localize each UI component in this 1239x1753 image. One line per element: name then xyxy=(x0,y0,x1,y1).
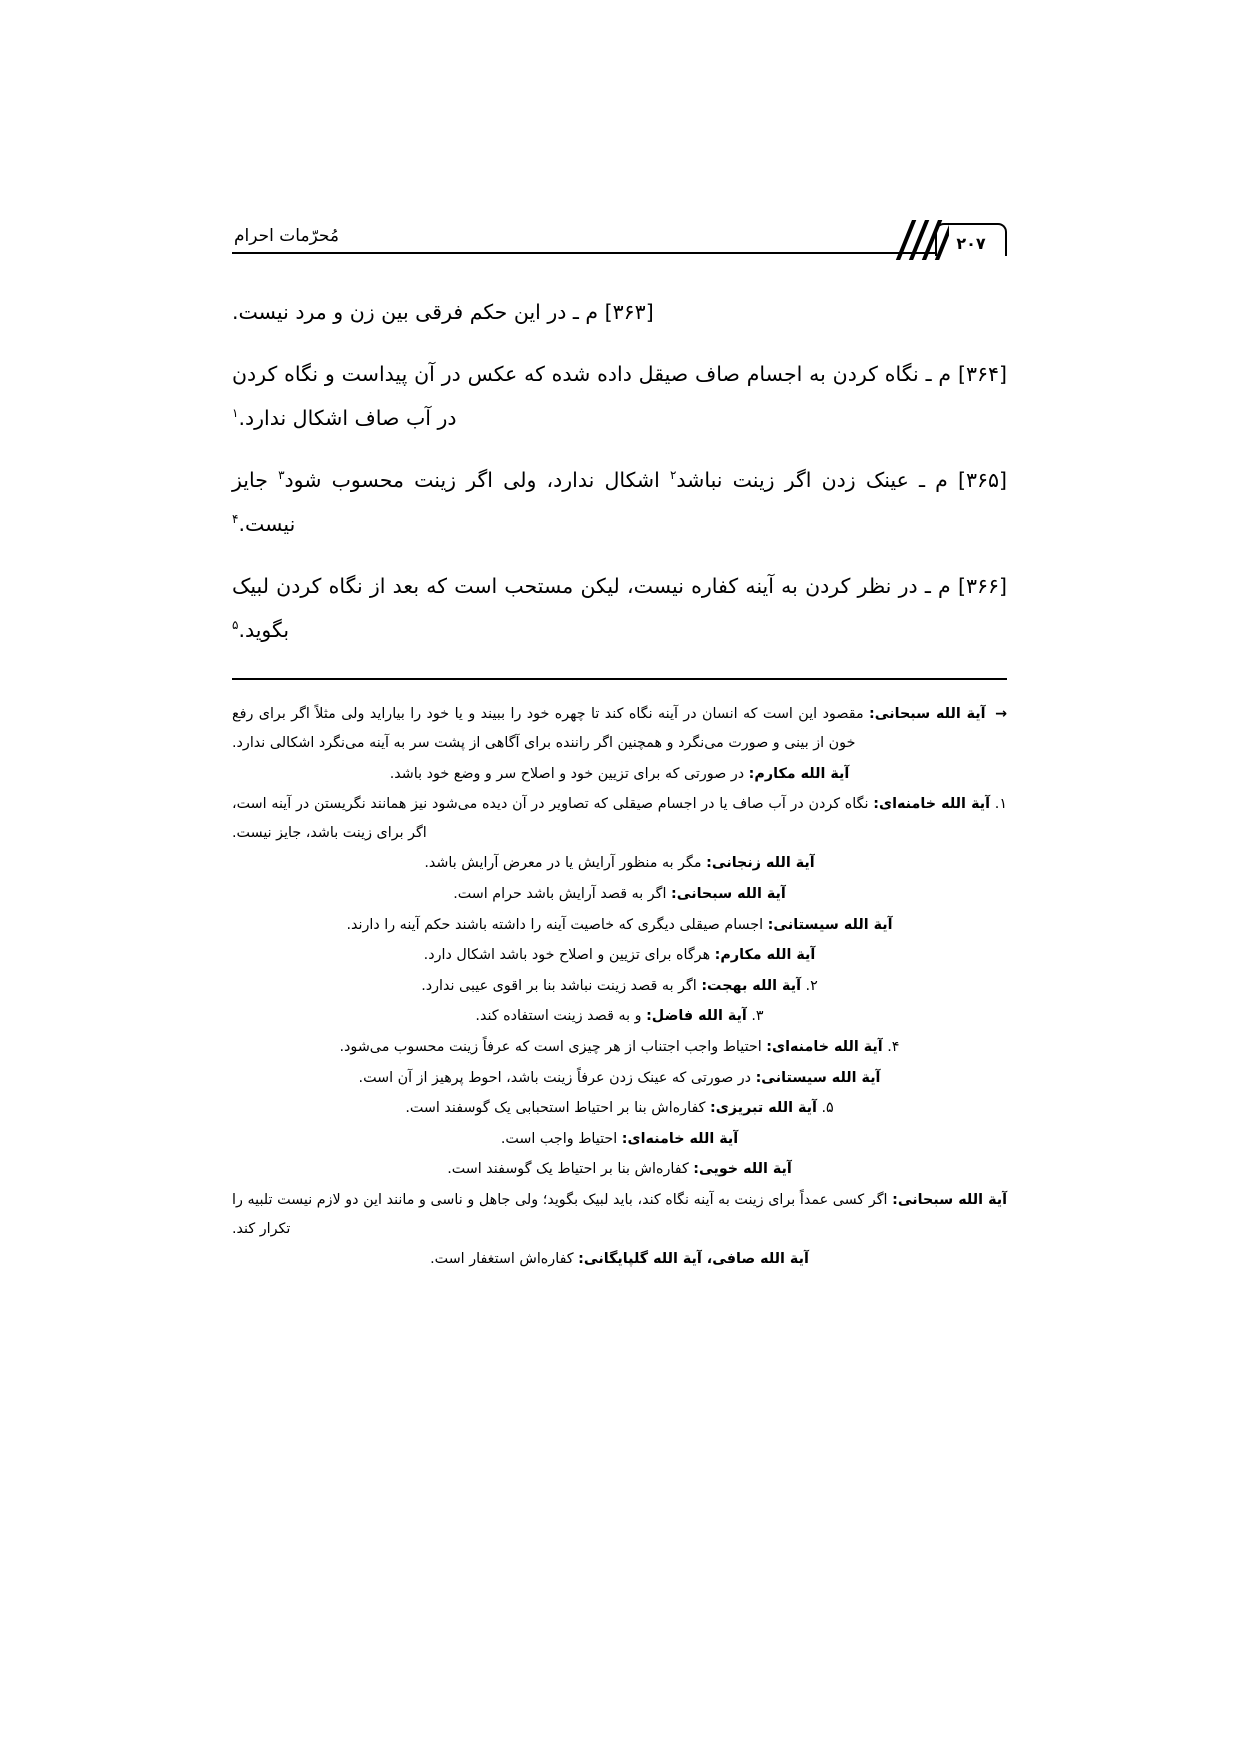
footnote-text: و به قصد زینت استفاده کند. xyxy=(475,1008,642,1025)
footnote-entry xyxy=(232,760,1007,789)
footnote-source: آیة الله مکارم: xyxy=(748,765,850,782)
footnote-entry xyxy=(232,849,1007,878)
body-block xyxy=(232,290,1007,652)
footnote-text: مقصود این است که انسان در آینه نگاه کند تا چهره خود را ببیند و یا خود را بیاراید ولی مثلاً اگر برای رفع خون از بینی و صورت می‌نگرد و همچنین اگر راننده برای آگاهی از پشت سر به آینه می‌نگرد اشکالی ندارد. xyxy=(232,706,864,752)
footnote-entry xyxy=(232,1125,1007,1154)
masalah-366 xyxy=(232,564,1007,652)
footnote-entry xyxy=(232,941,1007,970)
footnote-entry xyxy=(232,1186,1007,1243)
continuation-arrow-icon: → xyxy=(995,706,1007,723)
masalah-364 xyxy=(232,352,1007,440)
footnote-ref-1: ۱ xyxy=(232,406,239,421)
footnote-text: اگر کسی عمداً برای زینت به آینه نگاه کند، باید لبیک بگوید؛ ولی جاهل و ناسی و مانند این دو لازم نیست تلبیه را تکرار کند. xyxy=(232,1191,888,1237)
running-header xyxy=(232,210,1007,262)
masalah-363: [۳۶۳] م ـ در این حکم فرقی بین زن و مرد نیست. xyxy=(232,300,654,324)
footnote-ref-3: ۳ xyxy=(278,468,285,483)
footnote-entry xyxy=(232,790,1007,847)
footnote-entry xyxy=(232,700,1007,757)
footnote-source: آیة الله صافی، آیة الله گلپایگانی: xyxy=(578,1251,809,1268)
masalah-365-text-a: [۳۶۵] م ـ عینک زدن اگر زینت نباشد xyxy=(676,468,1008,493)
footnote-text: مگر به منظور آرایش یا در معرض آرایش باشد. xyxy=(424,855,702,872)
running-title: مُحرّمات احرام xyxy=(234,226,340,246)
footnote-marker: ۵. xyxy=(821,1100,834,1117)
footnote-entry xyxy=(232,1033,1007,1062)
footnote-source: آیة الله بهجت: xyxy=(701,977,801,994)
footnote-source: آیة الله مکارم: xyxy=(714,947,816,964)
footnote-source: آیة الله زنجانی: xyxy=(706,855,815,872)
masalah-366-text: [۳۶۶] م ـ در نظر کردن به آینه کفاره نیست، لیکن مستحب است که بعد از نگاه کردن لبیک بگوید. xyxy=(232,574,1007,643)
footnote-marker: ۲. xyxy=(805,977,818,994)
footnote-source: آیة الله خامنه‌ای: xyxy=(873,796,991,813)
footnote-source: آیة الله خامنه‌ای: xyxy=(621,1130,739,1147)
footnote-text: کفاره‌اش بنا بر احتیاط استحبابی یک گوسفند است. xyxy=(405,1100,706,1117)
footnote-text: احتیاط واجب است. xyxy=(500,1130,618,1147)
footnote-entry xyxy=(232,880,1007,909)
footnote-source: آیة الله فاضل: xyxy=(646,1008,747,1025)
footnote-text: کفاره‌اش بنا بر احتیاط یک گوسفند است. xyxy=(447,1161,689,1178)
footnote-marker: ۱. xyxy=(994,796,1008,813)
footnote-text: کفاره‌اش استغفار است. xyxy=(430,1251,574,1268)
footnote-marker: ۴. xyxy=(887,1038,900,1055)
footnote-text: اگر به قصد آرایش باشد حرام است. xyxy=(453,886,667,902)
footnote-ref-2: ۲ xyxy=(669,468,677,483)
footnote-entry xyxy=(232,911,1007,940)
footnote-entry xyxy=(232,1064,1007,1093)
folio-group xyxy=(891,218,1007,262)
footnote-entry xyxy=(232,1002,1007,1031)
footnote-source: آیة الله خامنه‌ای: xyxy=(766,1038,883,1055)
footnote-text: در صورتی که برای تزیین خود و اصلاح سر و وضع خود باشد. xyxy=(389,765,745,782)
footnote-entry xyxy=(232,1094,1007,1123)
masalah-365-text-b: اشکال ندارد، ولی اگر زینت محسوب شود xyxy=(284,468,670,493)
footnote-text: در صورتی که عینک زدن عرفاً زینت باشد، احوط پرهیز از آن است. xyxy=(358,1069,752,1086)
footnote-source: آیة الله سیستانی: xyxy=(755,1069,881,1086)
footnote-text: اگر به قصد زینت نباشد بنا بر اقوی عیبی ندارد. xyxy=(421,977,697,994)
masalah-365-text-c: جایز نیست. xyxy=(232,468,296,537)
footnote-source: آیة الله سیستانی: xyxy=(767,916,893,933)
footnote-separator xyxy=(232,678,1007,680)
page-content xyxy=(232,210,1007,1276)
page-number: ۲۰۷ xyxy=(956,234,986,253)
footnote-source: آیة الله سبحانی: xyxy=(892,1191,1008,1208)
footnote-source: آیة الله سبحانی: xyxy=(869,706,986,723)
footnote-entry xyxy=(232,1155,1007,1184)
footnote-marker: ۳. xyxy=(751,1008,764,1025)
masalah-364-text: [۳۶۴] م ـ نگاه کردن به اجسام صاف صیقل داده شده که عکس در آن پیداست و نگاه کردن در آب صاف اشکال ندارد. xyxy=(232,362,1007,431)
footnote-text: اجسام صیقلی دیگری که خاصیت آینه را داشته باشند حکم آینه را دارند. xyxy=(346,916,764,933)
masalah-365 xyxy=(232,458,1007,546)
footnote-text: احتیاط واجب اجتناب از هر چیزی است که عرفاً زینت محسوب می‌شود. xyxy=(339,1038,762,1055)
footnote-source: آیة الله خویی: xyxy=(693,1161,792,1178)
footnote-entry xyxy=(232,972,1007,1001)
footnote-ref-5: ۵ xyxy=(232,618,239,633)
footnote-entry xyxy=(232,1245,1007,1274)
footnote-source: آیة الله سبحانی: xyxy=(671,886,786,902)
footnotes-section xyxy=(232,700,1007,1273)
footnote-source: آیة الله تبریزی: xyxy=(710,1100,817,1117)
footnote-text: هرگاه برای تزیین و اصلاح خود باشد اشکال دارد. xyxy=(423,947,711,964)
footnote-ref-4: ۴ xyxy=(232,512,239,527)
footnote-text: نگاه کردن در آب صاف یا در اجسام صیقلی که تصاویر در آن دیده می‌شود نیز همانند نگریستن در آینه است، اگر برای زینت باشد، جایز نیست. xyxy=(232,796,869,841)
